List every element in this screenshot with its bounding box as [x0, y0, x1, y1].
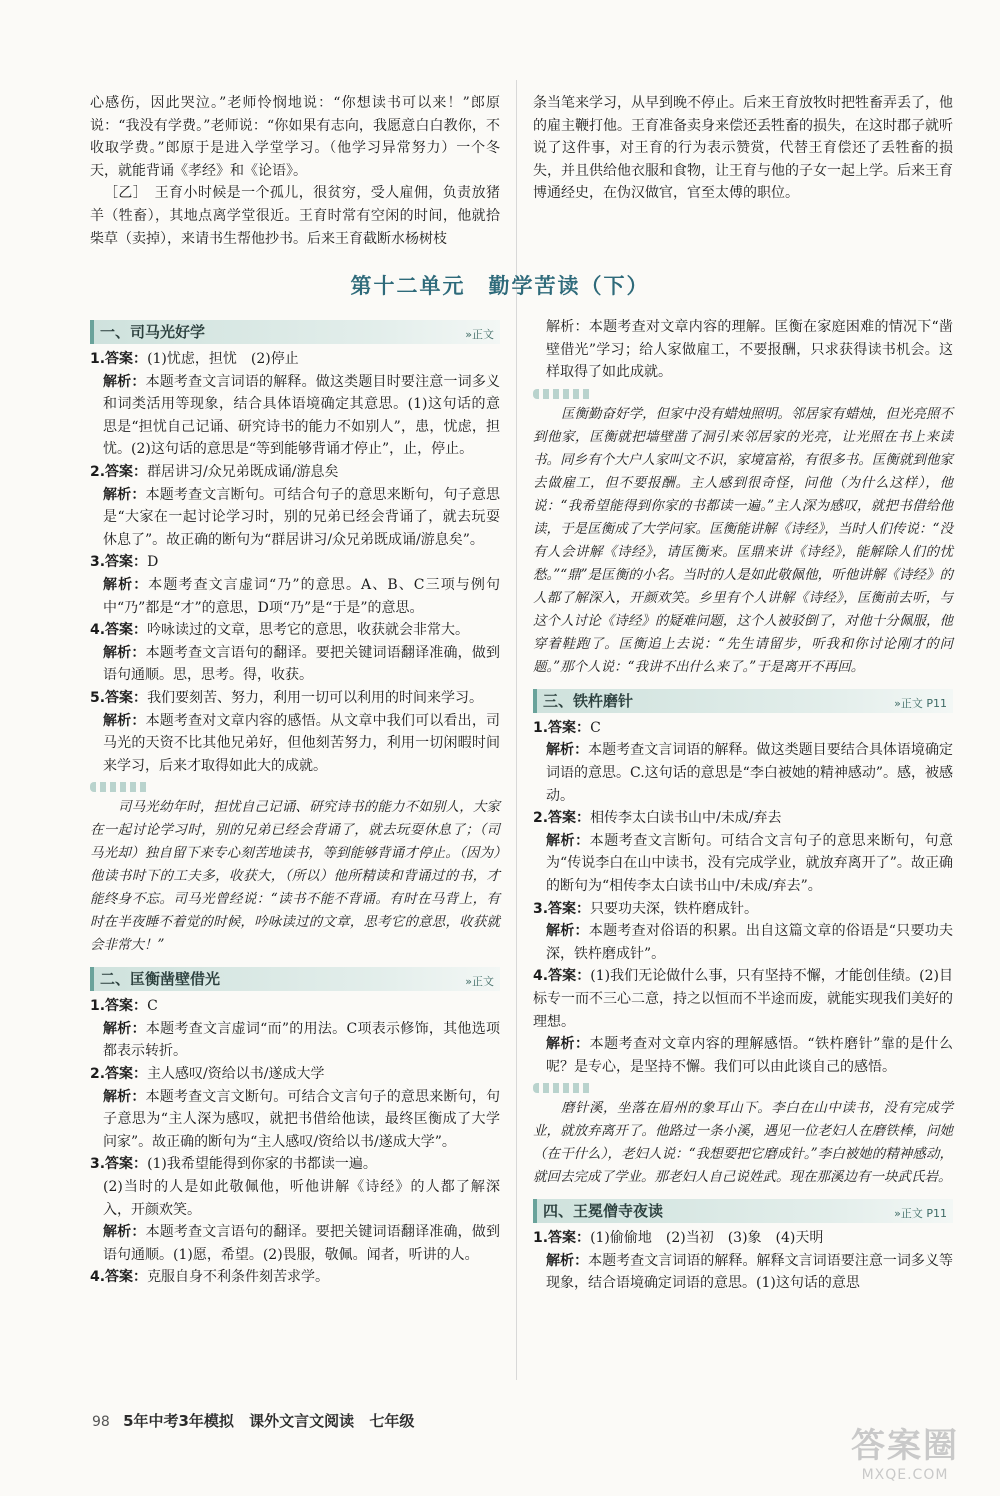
- page-number: 98: [92, 1414, 110, 1430]
- watermark-url: MXQE.COM: [861, 1467, 949, 1483]
- section-title: 四、王冕僧寺夜读: [543, 1202, 664, 1221]
- watermark-text: 答案圈: [851, 1426, 959, 1466]
- answer: 3.答案：(1)我希望能得到你家的书都读一遍。: [90, 1156, 377, 1173]
- translation-marker-icon: [90, 782, 150, 792]
- answer: 2.答案：主人感叹/资给以书/遂成大学: [90, 1066, 325, 1083]
- main-right-column: [533, 316, 953, 1295]
- explanation: 解析：本题考查文言词语的解释。解释文言词语要注意一词多义等现象，结合语境确定词语的意思。(1)这句话的意思: [546, 1252, 954, 1292]
- answer: 1.答案：(1)偷偷地 (2)当初 (3)象 (4)天明: [533, 1230, 824, 1247]
- explanation: 解析：本题考查文言文断句。可结合文言句子的意思来断句，句子意思为“主人深为感叹，就把书借给他读，最终匡衡成了大学问家”。故正确的断句为“主人感叹/资给以书/遂成大学”。: [103, 1088, 501, 1150]
- section-header: [533, 1199, 953, 1223]
- answer: 4.答案：克服自身不利条件刻苦求学。: [90, 1269, 330, 1286]
- explanation: 解析：本题考查文言断句。可结合句子的意思来断句，句子意思是“大家在一起讨论学习时，别的兄弟已经会背诵了，就去玩耍休息了”。故正确的断句为“群居讲习/众兄弟既成诵/游息矣”。: [103, 486, 501, 548]
- answer-continuation: (2)当时的人是如此敬佩他，听他讲解《诗经》的人都了解深入，开颜欢笑。: [103, 1179, 500, 1218]
- explanation: 解析：本题考查文言虚词“而”的用法。C项表示修饰，其他选项都表示转折。: [103, 1020, 500, 1060]
- explanation: 解析：本题考查文言词语的解释。做这类题目要结合具体语境确定词语的意思。C.这句话的意思是“李白被她的精神感动”。感，被感动。: [546, 742, 954, 804]
- subject-name: 课外文言文阅读: [249, 1412, 355, 1430]
- translation-text: 匡衡勤奋好学，但家中没有蜡烛照明。邻居家有蜡烛，但光亮照不到他家，匡衡就把墙壁凿了洞引来邻居家的光亮，让光照在书上来读书。同乡有个大户人家叫文不识，家境富裕，有很多书。匡衡就到他家去做雇工，但不要报酬。主人感到很奇怪，问他（为什么这样），他说：“我希望能得到你家的书都读一遍。”主人深为感叹，就把书借给他读，于是匡衡成了大学问家。匡衡能讲解《诗经》，当时人们传说：“没有人会讲解《诗经》，请匡衡来。匡鼎来讲《诗经》，能解除人们的忧愁。”“鼎”是匡衡的小名。当时的人是如此敬佩他，听他讲解《诗经》的人都了解深入，开颜欢笑。乡里有个人讲解《诗经》，匡衡前去听，与这个人讨论《诗经》的疑难问题，这个人被驳倒了，对他十分佩服，他穿着鞋跑了。匡衡追上去说：“先生请留步，听我和你讨论刚才的问题。”那个人说：“我讲不出什么来了。”于是离开不再回。: [533, 405, 953, 675]
- section-title: 二、匡衡凿壁借光: [100, 970, 221, 989]
- answer: 2.答案：群居讲习/众兄弟既成诵/游息矣: [90, 463, 339, 480]
- answer: 1.答案：C: [90, 998, 158, 1015]
- explanation: 解析：本题考查对文章内容的理解。匡衡在家庭困难的情况下“凿壁借光”学习；给人家做雇工，不要报酬，只求获得读书机会。这样取得了如此成就。: [546, 319, 953, 381]
- top-right-column: [533, 92, 953, 205]
- explanation: 解析：本题考查文言语句的翻译。要把关键词语翻译准确，做到语句通顺。(1)愿，希望。(2)畏服，敬佩。闻者，听讲的人。: [103, 1224, 501, 1263]
- explanation: 解析：本题考查文言语句的翻译。要把关键词语翻译准确，做到语句通顺。思，思考。得，收获。: [103, 644, 501, 684]
- translation-marker-icon: [533, 389, 593, 399]
- watermark-logo: [840, 1418, 970, 1488]
- section-ref: »正文: [465, 328, 494, 341]
- section-ref: »正文 P11: [894, 1207, 947, 1221]
- translation-text: 磨针溪，坐落在眉州的象耳山下。李白在山中读书，没有完成学业，就放弃离开了。他路过一条小溪，遇见一位老妇人在磨铁棒，问她（在干什么），老妇人说：“我想要把它磨成针。”李白被她的精神感动，就回去完成了学业。那老妇人自己说姓武。现在那溪边有一块武氏岩。: [533, 1100, 953, 1186]
- explanation: 解析：本题考查对俗语的积累。出自这篇文章的俗语是“只要功夫深，铁杵磨成针”。: [546, 923, 954, 962]
- answer: 5.答案：我们要刻苦、努力，利用一切可以利用的时间来学习。: [90, 689, 484, 706]
- answer: 3.答案：D: [90, 554, 159, 571]
- section-header: [90, 320, 500, 344]
- main-left-column: [90, 316, 500, 1289]
- explanation: 解析：本题考查对文章内容的理解感悟。“铁杵磨针”靠的是什么呢？是专心，是坚持不懈。我们可以由此谈自己的感悟。: [546, 1036, 953, 1075]
- answer: 4.答案：吟咏读过的文章，思考它的意思，收获就会非常大。: [90, 622, 470, 639]
- section-header: [533, 689, 953, 713]
- section-ref: »正文: [465, 975, 494, 989]
- translation-paragraph: 心感伤，因此哭泣。”老师怜悯地说：“你想读书可以来！”郎原说：“我没有学费。”老师说：“你如果有志向，我愿意白白教你，不收取学费。”郎原于是进入学堂学习。（他学习异常努力）一个冬天，就能背诵《孝经》和《论语》。: [90, 95, 500, 179]
- translation-marker-icon: [533, 1083, 593, 1093]
- answer: 4.答案：(1)我们无论做什么事，只有坚持不懈，才能创佳绩。(2)目标专一而不三心二意，持之以恒而不半途而废，就能实现我们美好的理想。: [533, 968, 953, 1030]
- section-header: [90, 967, 500, 991]
- explanation: 解析：本题考查文言虚词“乃”的意思。A、B、C三项与例句中“乃”都是“才”的意思，D项“乃”是“于是”的意思。: [103, 576, 500, 616]
- translation-paragraph: ［乙］ 王育小时候是一个孤儿，很贫穷，受人雇佣，负责放猪羊（牲畜），其地点离学堂很近。王育时常有空闲的时间，他就拾柴草（卖掉），来请书生帮他抄书。后来王育截断水杨树枝: [90, 185, 500, 247]
- page-footer: [92, 1410, 452, 1438]
- explanation: 解析：本题考查文言断句。可结合文言句子的意思来断句，句意为“传说李白在山中读书，没有完成学业，就放弃离开了”。故正确的断句为“相传李太白读书山中/未成/弃去”。: [546, 832, 954, 894]
- answer: 1.答案：(1)忧虑，担忧 (2)停止: [90, 351, 299, 367]
- answer: 3.答案：只要功夫深，铁杵磨成针。: [533, 900, 759, 917]
- answer: 1.答案：C: [533, 719, 601, 736]
- translation-paragraph: 条当笔来学习，从早到晚不停止。后来王育放牧时把牲畜弄丢了，他的雇主鞭打他。王育准备卖身来偿还丢牲畜的损失，在这时郡子就听说了这件事，对王育的行为表示赞赏，代替王育偿还了丢牲畜的损失，并且供给他衣服和食物，让王育与他的子女一起上学。后来王育博通经史，在伪汉做官，官至太傅的职位。: [533, 95, 953, 202]
- unit-title: 第十二单元 勤学苦读（下）: [350, 274, 650, 298]
- top-left-column: [90, 92, 500, 250]
- section-title: 一、司马光好学: [100, 323, 206, 341]
- section-ref: »正文 P11: [894, 696, 947, 710]
- grade-name: 七年级: [369, 1412, 415, 1430]
- explanation: 解析：本题考查对文章内容的感悟。从文章中我们可以看出，司马光的天资不比其他兄弟好，但他刻苦努力，利用一切闲暇时间来学习，后来才取得如此大的成就。: [103, 712, 501, 774]
- answer: 2.答案：相传李太白读书山中/未成/弃去: [533, 810, 782, 827]
- translation-text: 司马光幼年时，担忧自己记诵、研究诗书的能力不如别人，大家在一起讨论学习时，别的兄弟已经会背诵了，就去玩耍休息了；（司马光却）独自留下来专心刻苦地读书，等到能够背诵才停止。（因为）他读书时下的工夫多，收获大，（所以）他所精读和背诵过的书，才能终身不忘。司马光曾经说：“读书不能不背诵。有时在马背上，有时在半夜睡不着觉的时候，吟咏读过的文章，思考它的意思，收获就会非常大！”: [90, 799, 500, 954]
- explanation: 解析：本题考查文言词语的解释。做这类题目时要注意一词多义和词类活用等现象，结合具体语境确定其意思。(1)这句话的意思是“担忧自己记诵、研究诗书的能力不如别人”，患，忧虑，担忧。(2)这句话的意思是“等到能够背诵才停止”，止，停止。: [103, 373, 501, 458]
- section-title: 三、铁杵磨针: [543, 691, 634, 710]
- series-name: 5年中考3年模拟: [123, 1412, 234, 1430]
